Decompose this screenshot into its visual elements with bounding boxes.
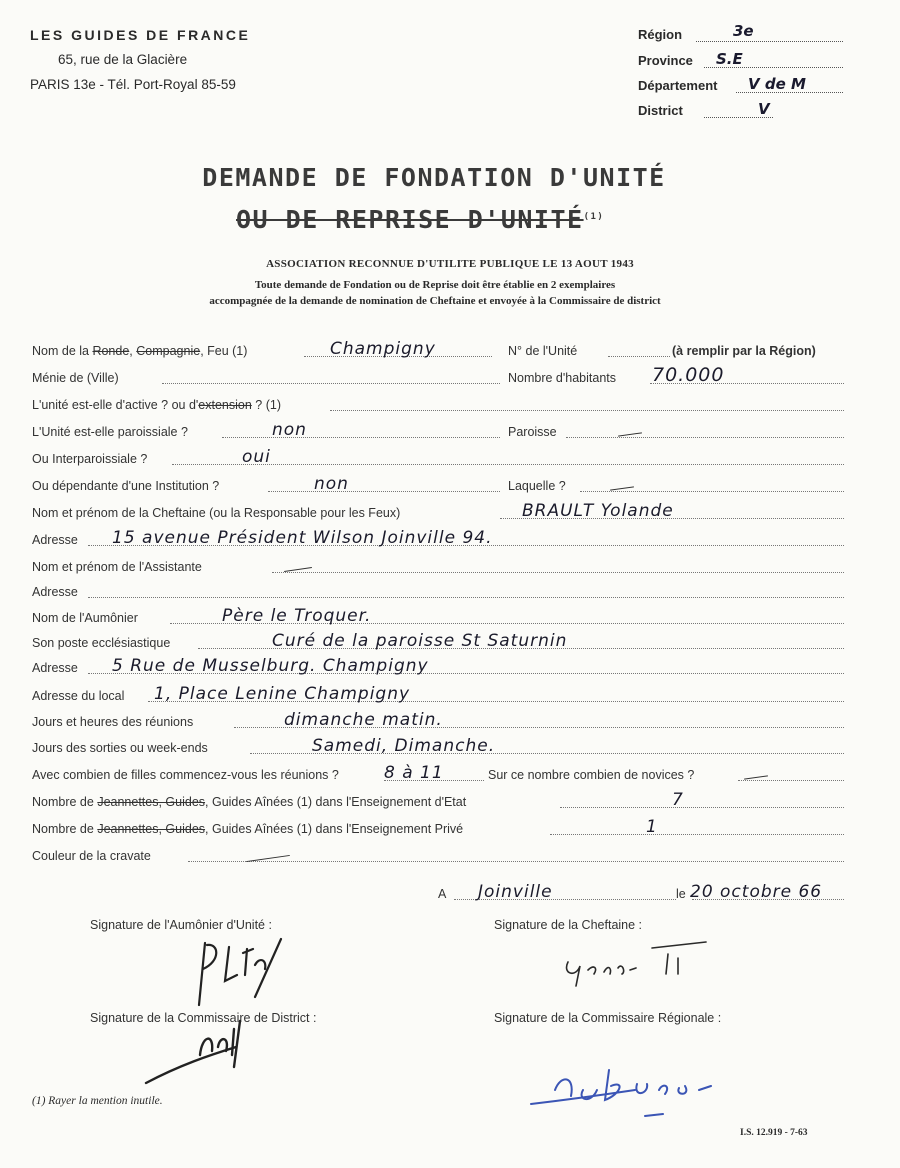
institution-value: non <box>314 474 349 494</box>
organization-name: LES GUIDES DE FRANCE <box>30 27 251 43</box>
signature-commissaire-district-label: Signature de la Commissaire de District : <box>90 1011 317 1025</box>
association-line: ASSOCIATION RECONNUE D'UTILITE PUBLIQUE LE 13 AOUT 1943 <box>266 258 634 270</box>
habitants-label: Nombre d'habitants <box>508 371 617 385</box>
province-field[interactable] <box>638 50 843 70</box>
no-unite-label: N° de l'Unité <box>508 344 578 358</box>
footnote: (1) Rayer la mention inutile. <box>32 1095 163 1107</box>
cravate-row[interactable] <box>32 844 844 866</box>
active-row[interactable] <box>32 393 844 415</box>
prive-label: Nombre de Jeannettes, Guides, Guides Aînées (1) dans l'Enseignement Privé <box>32 822 464 836</box>
reunions-row[interactable] <box>32 710 844 732</box>
interparoissiale-row[interactable] <box>32 447 844 469</box>
institution-label: Ou dépendante d'une Institution ? <box>32 479 220 493</box>
adresse-cheftaine-row[interactable] <box>32 528 844 550</box>
no-unite-hint: (à remplir par la Région) <box>672 344 816 358</box>
place-value: Joinville <box>478 882 553 902</box>
district-field[interactable] <box>638 100 843 120</box>
departement-label: Département <box>638 78 718 93</box>
form-reference: I.S. 12.919 - 7-63 <box>740 1128 808 1138</box>
habitants-value: 70.000 <box>652 364 725 386</box>
departement-field[interactable] <box>638 75 843 95</box>
date-value: 20 octobre 66 <box>690 882 823 902</box>
province-value: S.E <box>716 50 743 68</box>
reunions-value: dimanche matin. <box>284 710 443 730</box>
cravate-label: Couleur de la cravate <box>32 849 151 863</box>
aumonier-label: Nom de l'Aumônier <box>32 611 138 625</box>
local-label: Adresse du local <box>32 689 125 703</box>
signature-commissaire-regionale-label: Signature de la Commissaire Régionale : <box>494 1011 722 1025</box>
signature-commissaire-district <box>140 1015 260 1090</box>
form-title: DEMANDE DE FONDATION D'UNITÉ <box>202 163 666 192</box>
signature-aumonier-label: Signature de l'Aumônier d'Unité : <box>90 918 272 932</box>
adresse-aumonier-row[interactable] <box>32 656 844 678</box>
filles-label: Avec combien de filles commencez-vous les réunions ? <box>32 768 339 782</box>
nom-value: Champigny <box>330 339 436 359</box>
signature-cheftaine <box>560 940 740 990</box>
adresse-aumonier-value: 5 Rue de Musselburg. Champigny <box>112 656 429 676</box>
prive-value: 1 <box>646 817 658 837</box>
place-label: A <box>438 887 447 901</box>
place-date-row[interactable] <box>438 882 844 904</box>
organization-city: PARIS 13e - Tél. Port-Royal 85-59 <box>30 77 236 92</box>
active-label: L'unité est-elle d'active ? ou d'extension ? (1) <box>32 398 281 412</box>
enseignement-etat-row[interactable] <box>32 790 844 812</box>
paroissiale-row[interactable] <box>32 420 844 442</box>
signature-commissaire-regionale <box>525 1060 745 1120</box>
region-field[interactable] <box>638 24 843 44</box>
filles-value: 8 à 11 <box>384 763 444 783</box>
interparoissiale-label: Ou Interparoissiale ? <box>32 452 148 466</box>
interparoissiale-value: oui <box>242 447 271 467</box>
institution-row[interactable] <box>32 474 844 496</box>
poste-row[interactable] <box>32 631 844 653</box>
cheftaine-label: Nom et prénom de la Cheftaine (ou la Responsable pour les Feux) <box>32 506 401 520</box>
aumonier-row[interactable] <box>32 606 844 628</box>
district-label: District <box>638 103 683 118</box>
departement-value: V de M <box>748 75 806 93</box>
menie-row[interactable] <box>32 366 844 388</box>
poste-label: Son poste ecclésiastique <box>32 636 171 650</box>
adresse-label: Adresse <box>32 533 78 547</box>
instruction-line-2: accompagnée de la demande de nomination de Cheftaine et envoyée à la Commissaire de district <box>209 295 661 307</box>
laquelle-label: Laquelle ? <box>508 479 566 493</box>
sorties-value: Samedi, Dimanche. <box>312 736 496 756</box>
nom-label: Nom de la Ronde, Compagnie, Feu (1) <box>32 344 248 358</box>
assistante-label: Nom et prénom de l'Assistante <box>32 560 202 574</box>
organization-address: 65, rue de la Glacière <box>58 52 188 67</box>
aumonier-value: Père le Troquer. <box>222 606 372 626</box>
region-label: Région <box>638 27 683 42</box>
paroisse-label: Paroisse <box>508 425 557 439</box>
paroissiale-value: non <box>272 420 307 440</box>
local-row[interactable] <box>32 684 844 706</box>
assistante-row[interactable] <box>32 555 844 577</box>
novices-label: Sur ce nombre combien de novices ? <box>488 768 695 782</box>
filles-row[interactable] <box>32 763 844 785</box>
sorties-label: Jours des sorties ou week-ends <box>32 741 208 755</box>
note-ref: (1) <box>583 211 605 222</box>
date-label: le <box>676 887 686 901</box>
enseignement-prive-row[interactable] <box>32 817 844 839</box>
etat-value: 7 <box>672 790 684 810</box>
etat-label: Nombre de Jeannettes, Guides, Guides Aînées (1) dans l'Enseignement d'Etat <box>32 795 467 809</box>
signature-cheftaine-label: Signature de la Cheftaine : <box>494 918 643 932</box>
adresse-assistante-row[interactable] <box>32 580 844 602</box>
adresse-label: Adresse <box>32 661 78 675</box>
cheftaine-row[interactable] <box>32 501 844 523</box>
signature-aumonier <box>185 935 305 1015</box>
province-label: Province <box>638 53 693 68</box>
nom-unite-row[interactable] <box>32 339 844 361</box>
adresse-label: Adresse <box>32 585 78 599</box>
form-subtitle-struck: OU DE REPRISE D'UNITÉ$^{(1)}$ <box>236 205 605 234</box>
adresse-cheftaine-value: 15 avenue Président Wilson Joinville 94. <box>112 528 493 548</box>
poste-value: Curé de la paroisse St Saturnin <box>272 631 568 651</box>
instruction-line-1: Toute demande de Fondation ou de Reprise doit être établie en 2 exemplaires <box>254 279 616 291</box>
local-value: 1, Place Lenine Champigny <box>154 684 411 704</box>
cheftaine-value: BRAULT Yolande <box>522 501 674 521</box>
region-value: 3e <box>733 22 754 40</box>
menie-label: Ménie de (Ville) <box>32 371 119 385</box>
sorties-row[interactable] <box>32 736 844 758</box>
reunions-label: Jours et heures des réunions <box>32 715 194 729</box>
district-value: V <box>758 100 770 118</box>
paroissiale-label: L'Unité est-elle paroissiale ? <box>32 425 188 439</box>
